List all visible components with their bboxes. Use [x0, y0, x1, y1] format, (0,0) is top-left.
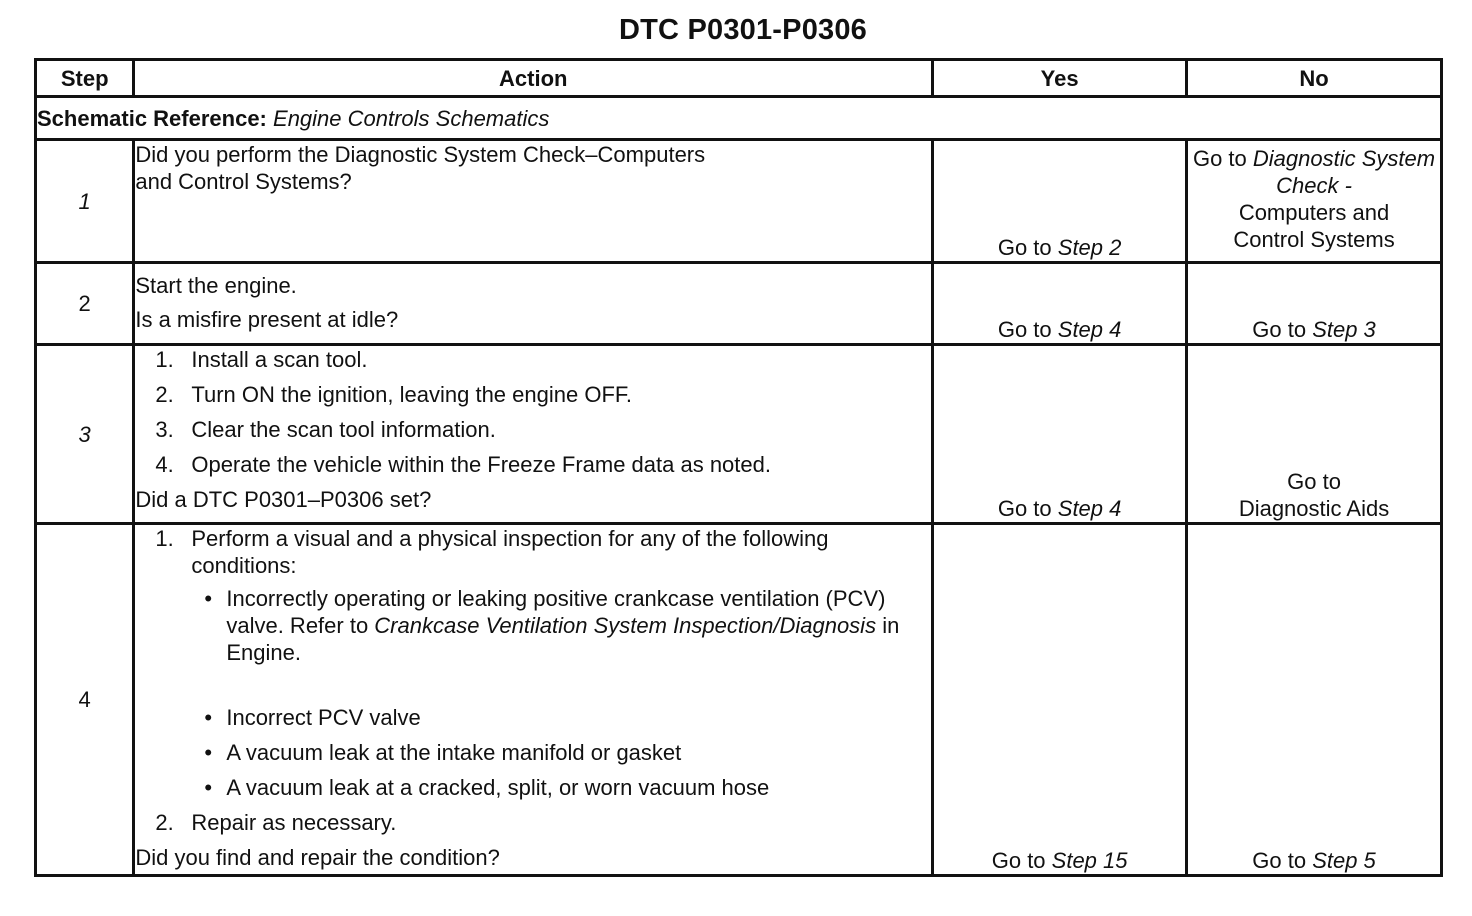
action-cell	[134, 345, 933, 524]
action-text: Start the engine.	[135, 273, 297, 298]
table-row	[36, 345, 1442, 524]
no-cell[interactable]	[1187, 140, 1442, 263]
action-question: Is a misfire present at idle?	[135, 307, 399, 332]
bullet-item: • Incorrect PCV valve	[204, 705, 421, 730]
schematic-link[interactable]: Engine Controls Schematics	[273, 105, 550, 131]
step-number: 2	[36, 263, 134, 345]
no-reference-link[interactable]: Diagnostic Aids	[1238, 496, 1390, 521]
no-cell[interactable]	[1187, 263, 1442, 345]
header-no: No	[1187, 60, 1442, 97]
schematic-reference	[36, 97, 1442, 140]
step-number: 3	[36, 345, 134, 524]
step-list	[135, 525, 931, 836]
action-question: Did a DTC P0301–P0306 set?	[135, 487, 432, 512]
list-item: 1. Perform a visual and a physical inspection for any of the following conditions: • Incorrectly operating or leaking positive crankcase ventilation (PCV) valve. Refer to Crankcase Ventilation System Inspection/Diagnosis in Engine. • Incorrect PCV valve • A vacuum leak at the intake manifold or gasket • A vacuum leak at a cracked, split, or worn vacuum hose	[135, 525, 931, 801]
list-item: 1. Install a scan tool.	[155, 347, 368, 372]
action-question: Did you find and repair the condition?	[135, 845, 500, 870]
yes-cell[interactable]	[933, 263, 1187, 345]
no-prefix: Go to	[1252, 848, 1313, 873]
header-step: Step	[36, 60, 134, 97]
table-row	[36, 140, 1442, 263]
no-step-link[interactable]: Step 3	[1312, 317, 1376, 342]
action-text: and Control Systems?	[135, 169, 352, 194]
no-cell[interactable]	[1187, 524, 1442, 876]
step-list	[135, 346, 931, 478]
header-action: Action	[134, 60, 933, 97]
yes-prefix: Go to	[997, 496, 1058, 521]
header-row	[36, 60, 1442, 97]
yes-step-link[interactable]: Step 15	[1051, 848, 1128, 873]
yes-step-link[interactable]: Step 4	[1057, 317, 1122, 342]
no-step-link[interactable]: Step 5	[1312, 848, 1376, 873]
no-suffix: Computers and Control Systems	[1233, 200, 1395, 252]
action-cell	[134, 263, 933, 345]
list-item: 2. Turn ON the ignition, leaving the engine OFF.	[155, 382, 632, 407]
no-reference-link[interactable]: Diagnostic System Check -	[1252, 146, 1436, 198]
table-row	[36, 524, 1442, 876]
yes-prefix: Go to	[997, 317, 1058, 342]
bullet-item: • Incorrectly operating or leaking positive crankcase ventilation (PCV) valve. Refer to Crankcase Ventilation System Inspection/Diagnosis in Engine.	[204, 586, 900, 665]
condition-list	[191, 585, 931, 801]
page-title: DTC P0301-P0306	[618, 14, 868, 46]
no-prefix: Go to	[1192, 146, 1253, 171]
yes-cell[interactable]	[933, 140, 1187, 263]
yes-step-link[interactable]: Step 2	[1057, 235, 1122, 260]
yes-step-link[interactable]: Step 4	[1057, 496, 1122, 521]
bullet-item: • A vacuum leak at the intake manifold or gasket	[204, 740, 682, 765]
header-yes: Yes	[933, 60, 1187, 97]
action-cell	[134, 140, 933, 263]
yes-prefix: Go to	[991, 848, 1052, 873]
no-cell[interactable]	[1187, 345, 1442, 524]
action-cell	[134, 524, 933, 876]
no-prefix: Go to	[1287, 469, 1341, 494]
no-prefix: Go to	[1252, 317, 1313, 342]
diagnostic-table	[34, 58, 1443, 877]
list-item: 4. Operate the vehicle within the Freeze Frame data as noted.	[155, 452, 771, 477]
bullet-item: • A vacuum leak at a cracked, split, or worn vacuum hose	[204, 775, 770, 800]
yes-cell[interactable]	[933, 345, 1187, 524]
yes-prefix: Go to	[997, 235, 1058, 260]
step-number: 4	[36, 524, 134, 876]
action-text: Did you perform the Diagnostic System Check–Computers	[135, 142, 706, 167]
list-item: 3. Clear the scan tool information.	[155, 417, 496, 442]
table-row	[36, 263, 1442, 345]
schematic-label: Schematic Reference:	[37, 105, 267, 131]
schematic-reference-row	[36, 97, 1442, 140]
yes-cell[interactable]	[933, 524, 1187, 876]
list-item: 2. Repair as necessary.	[155, 810, 397, 835]
crankcase-ventilation-link[interactable]: Crankcase Ventilation System Inspection/Diagnosis	[374, 613, 877, 638]
step-number: 1	[36, 140, 134, 263]
